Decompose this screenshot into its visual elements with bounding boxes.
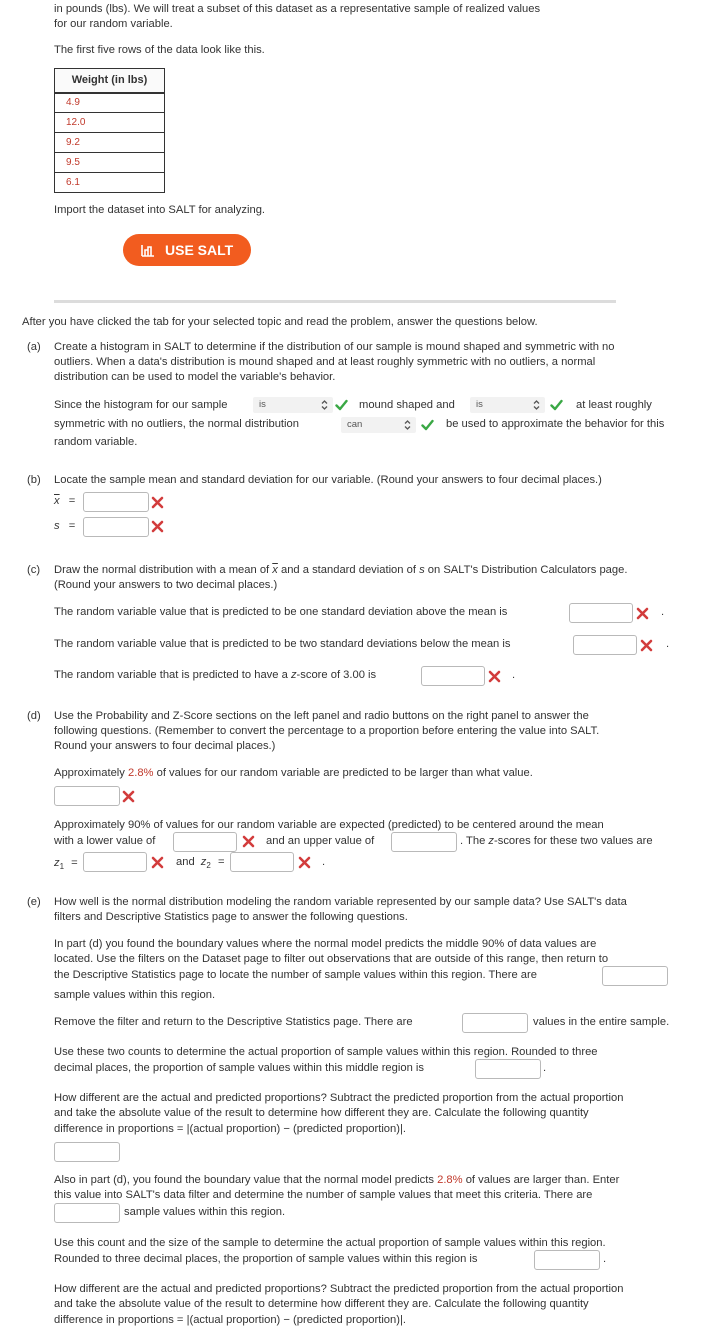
import-text: Import the dataset into SALT for analyzing. xyxy=(54,204,266,216)
part-d-q1b: of values for our random variable are predicted to be larger than what value. xyxy=(156,767,533,779)
intro-line-1: in pounds (lbs). We will treat a subset of this dataset as a representative sample of realized values xyxy=(54,3,541,15)
middle-region-count-input[interactable] xyxy=(602,966,668,986)
part-c-q3 xyxy=(54,668,376,683)
part-c-letter: (c) xyxy=(27,564,41,576)
incorrect-x-icon xyxy=(298,856,311,869)
z-symbol: z xyxy=(290,669,297,681)
middle-proportion-input[interactable] xyxy=(475,1059,541,1079)
period: . xyxy=(543,1062,547,1074)
z-symbol: z xyxy=(200,856,207,868)
part-e-p6-line-2: Rounded to three decimal places, the proportion of sample values within this region is xyxy=(54,1253,478,1265)
percent-highlight: 2.8% xyxy=(128,767,154,779)
part-c-q2: The random variable value that is predicted to be two standard deviations below the mean is xyxy=(54,638,511,650)
part-c-line-1b: and a standard deviation of xyxy=(280,564,416,576)
part-a-sentence-4: symmetric with no outliers, the normal distribution xyxy=(54,418,299,430)
dropdown-value: is xyxy=(476,399,483,410)
first-rows-text: The first five rows of the data look like this. xyxy=(54,44,265,56)
incorrect-x-icon xyxy=(488,670,501,683)
z1-input[interactable] xyxy=(83,852,147,872)
incorrect-x-icon xyxy=(242,835,255,848)
xbar-symbol: $\overline{x}$ xyxy=(54,495,60,507)
correct-check-icon xyxy=(421,419,434,431)
z2-label: and $z_2$ = xyxy=(176,856,225,871)
part-a-sentence-6: random variable. xyxy=(54,436,138,448)
part-c-line-1a: Draw the normal distribution with a mean of xyxy=(54,564,270,576)
incorrect-x-icon xyxy=(122,790,135,803)
subscript: 1 xyxy=(59,862,65,872)
part-e-p7-line-1: How different are the actual and predicted proportions? Subtract the predicted proportion from the actual proportion xyxy=(54,1283,624,1295)
part-d-letter: (d) xyxy=(27,710,41,722)
s-symbol: s xyxy=(419,564,425,576)
part-a-line-3: distribution can be used to model the variable's behavior. xyxy=(54,371,336,383)
upper-value-input[interactable] xyxy=(391,832,457,852)
part-a-sentence-3: at least roughly xyxy=(576,399,652,411)
table-row: 6.1 xyxy=(55,173,165,193)
incorrect-x-icon xyxy=(151,496,164,509)
incorrect-x-icon xyxy=(640,639,653,652)
part-c-q3b: -score of 3.00 is xyxy=(296,669,377,681)
correct-check-icon xyxy=(550,399,563,411)
period: . xyxy=(512,669,516,681)
part-c-q1: The random variable value that is predicted to be one standard deviation above the mean is xyxy=(54,606,508,618)
part-e-p4-line-3: difference in proportions = |(actual proportion) − (predicted proportion)|. xyxy=(54,1123,406,1135)
lower-value-input[interactable] xyxy=(173,832,237,852)
data-preview-table xyxy=(54,68,165,193)
part-d-line-3: Round your answers to four decimal places.) xyxy=(54,740,276,752)
part-d-q2-line-1: Approximately 90% of values for our random variable are expected (predicted) to be centered around the mean xyxy=(54,819,604,831)
section-divider xyxy=(54,300,616,303)
upper-tail-value-input[interactable] xyxy=(54,786,120,806)
part-e-letter: (e) xyxy=(27,896,41,908)
part-e-p7-line-2: and take the absolute value of the result to determine how different they are. Calculate the following quantity xyxy=(54,1298,589,1310)
table-row: 12.0 xyxy=(55,113,165,133)
part-e-p4-line-1: How different are the actual and predicted proportions? Subtract the predicted proportion from the actual proportion xyxy=(54,1092,624,1104)
z2-input[interactable] xyxy=(230,852,294,872)
xbar-label xyxy=(54,494,75,509)
chevron-updown-icon xyxy=(320,399,329,411)
period: . xyxy=(661,606,665,618)
incorrect-x-icon xyxy=(636,607,649,620)
part-c-line-1 xyxy=(54,563,627,578)
table-row: 9.5 xyxy=(55,153,165,173)
part-d-q2-lower-label: with a lower value of xyxy=(54,835,156,847)
percent-highlight: 2.8% xyxy=(437,1174,463,1186)
dropdown-symmetric-is[interactable] xyxy=(470,397,545,413)
table-row: 9.2 xyxy=(55,133,165,153)
part-a-line-2: outliers. When a data's distribution is mound shaped and at least roughly symmetric with no outliers, a normal xyxy=(54,356,596,368)
part-e-p1-line-3: the Descriptive Statistics page to locate the number of sample values within this region. There are xyxy=(54,969,537,981)
equals-sign: = xyxy=(68,520,76,532)
xbar-symbol: $\overline{x}$ xyxy=(272,564,278,576)
part-d-q2-tail xyxy=(460,834,653,849)
part-d-line-2: following questions. (Remember to convert the percentage to a proportion before entering the value into SALT. xyxy=(54,725,600,737)
part-e-p1-line-2: located. Use the filters on the Dataset page to filter out observations that are outside of this range, then return to xyxy=(54,953,609,965)
part-d-q2-upper-label: and an upper value of xyxy=(266,835,375,847)
dropdown-value: is xyxy=(259,399,266,410)
part-d-q1a: Approximately xyxy=(54,767,125,779)
part-c-q3a: The random variable that is predicted to have a xyxy=(54,669,288,681)
total-count-input[interactable] xyxy=(462,1013,528,1033)
dropdown-normal-can[interactable] xyxy=(341,417,416,433)
part-a-sentence-1: Since the histogram for our sample xyxy=(54,399,228,411)
two-sd-below-input[interactable] xyxy=(573,635,637,655)
sample-sd-input[interactable] xyxy=(83,517,149,537)
upper-tail-count-input[interactable] xyxy=(54,1203,120,1223)
part-e-p1-line-4: sample values within this region. xyxy=(54,989,216,1001)
instructions-text: After you have clicked the tab for your selected topic and read the problem, answer the questions below. xyxy=(22,316,538,328)
part-e-p6-line-1: Use this count and the size of the sample to determine the actual proportion of sample values within this region. xyxy=(54,1237,606,1249)
part-e-line-2: filters and Descriptive Statistics page to answer the following questions. xyxy=(54,911,408,923)
part-c-line-1c: on SALT's Distribution Calculators page. xyxy=(427,564,628,576)
part-c-line-2: (Round your answers to two decimal places.) xyxy=(54,579,278,591)
part-b-letter: (b) xyxy=(27,474,41,486)
period: . xyxy=(666,638,670,650)
part-a-letter: (a) xyxy=(27,341,41,353)
period: . xyxy=(322,856,326,868)
part-e-line-1: How well is the normal distribution modeling the random variable represented by our sample data? Use SALT's data xyxy=(54,896,627,908)
equals-sign: = xyxy=(68,495,76,507)
part-d-line-1: Use the Probability and Z-Score sections on the left panel and radio buttons on the right panel to answer the xyxy=(54,710,589,722)
part-d-q2-tail-a: . The xyxy=(460,835,486,847)
part-d-q1 xyxy=(54,766,533,781)
part-e-p5-line-1a: Also in part (d), you found the boundary value that the normal model predicts xyxy=(54,1174,434,1186)
s-label xyxy=(54,519,75,534)
period: . xyxy=(603,1253,607,1265)
part-e-p7-line-3: difference in proportions = |(actual proportion) − (predicted proportion)|. xyxy=(54,1314,406,1326)
and-text: and xyxy=(176,856,195,868)
part-e-p3-line-2: decimal places, the proportion of sample values within this middle region is xyxy=(54,1062,424,1074)
part-e-p5-line-3: sample values within this region. xyxy=(124,1206,286,1218)
upper-tail-proportion-input[interactable] xyxy=(534,1250,600,1270)
z-score-3-input[interactable] xyxy=(421,666,485,686)
use-salt-button[interactable] xyxy=(123,234,251,266)
s-symbol: s xyxy=(54,520,60,532)
middle-difference-input[interactable] xyxy=(54,1142,120,1162)
z1-label: $z_1$ = xyxy=(54,857,78,872)
incorrect-x-icon xyxy=(151,856,164,869)
salt-icon xyxy=(140,242,156,258)
chevron-updown-icon xyxy=(403,419,412,431)
subscript: 2 xyxy=(206,861,211,871)
part-e-p2a: Remove the filter and return to the Descriptive Statistics page. There are xyxy=(54,1016,413,1028)
use-salt-label: USE SALT xyxy=(165,242,234,258)
part-e-p1-line-1: In part (d) you found the boundary values where the normal model predicts the middle 90% of data values are xyxy=(54,938,597,950)
dropdown-value: can xyxy=(347,419,363,430)
part-e-p5-line-1 xyxy=(54,1173,619,1188)
part-a-sentence-5: be used to approximate the behavior for this xyxy=(446,418,665,430)
part-d-q2-tail-b: -scores for these two values are xyxy=(494,835,653,847)
z-symbol: z xyxy=(488,835,494,847)
part-e-p5-line-1b: of values are larger than. Enter xyxy=(465,1174,620,1186)
sample-mean-input[interactable] xyxy=(83,492,149,512)
intro-line-2: for our random variable. xyxy=(54,18,173,30)
chevron-updown-icon xyxy=(532,399,541,411)
part-e-p5-line-2: this value into SALT's data filter and determine the number of sample values that meet this criteria. There are xyxy=(54,1189,593,1201)
part-a-line-1: Create a histogram in SALT to determine if the distribution of our sample is mound shaped and symmetric with no xyxy=(54,341,615,353)
z-symbol: z xyxy=(54,857,60,869)
one-sd-above-input[interactable] xyxy=(569,603,633,623)
part-e-p2b: values in the entire sample. xyxy=(533,1016,670,1028)
correct-check-icon xyxy=(335,399,348,411)
part-a-sentence-2: mound shaped and xyxy=(359,399,455,411)
part-b-text: Locate the sample mean and standard deviation for our variable. (Round your answers to four decimal places.) xyxy=(54,474,602,486)
part-e-p3-line-1: Use these two counts to determine the actual proportion of sample values within this region. Rounded to three xyxy=(54,1046,598,1058)
incorrect-x-icon xyxy=(151,520,164,533)
part-e-p4-line-2: and take the absolute value of the result to determine how different they are. Calculate the following quantity xyxy=(54,1107,589,1119)
table-header: Weight (in lbs) xyxy=(55,69,165,93)
dropdown-histogram-is[interactable] xyxy=(253,397,333,413)
table-row: 4.9 xyxy=(55,93,165,113)
